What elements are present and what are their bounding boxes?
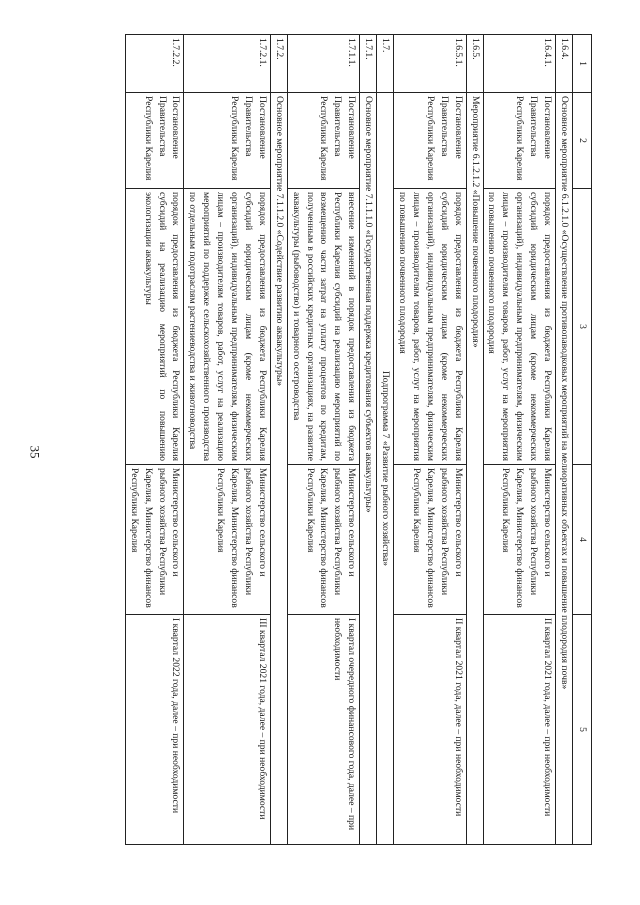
description-cell: внесение изменений в порядок предоставления из бюджета Республики Карелия субсидий на реализацию мероприятий по возмещению части затрат на уплату процентов по кредитам, полученным в российских кредитных организациях, на развитие аквакультуры (рыбоводство) и товарного осетроводства	[287, 189, 360, 465]
description-cell: порядок предоставления из бюджета Республики Карелия субсидий на реализацию мероприятий по повышению экологизации аквакультуры	[125, 189, 184, 465]
deadline-cell: II квартал 2021 года, далее – при необходимости	[483, 615, 556, 845]
deadline-cell: III квартал 2021 года, далее – при необходимости	[184, 615, 270, 845]
responsible-cell: Министерство сельского и рыбного хозяйства Республики Карелия, Министерство финансов Республики Карелия	[184, 465, 270, 615]
row-number: 1.7.1.	[360, 35, 377, 93]
row-number: 1.7.2.	[270, 35, 287, 93]
table-row	[125, 35, 184, 845]
row-number: 1.7.1.1.	[287, 35, 360, 93]
description-cell: порядок предоставления из бюджета Республики Карелия субсидий юридическим лицам (кроме некоммерческих организаций), индивидуальным предпринимателям, физическим лицам – производителям товаров, работ, услуг на мероприятия по повышению почвенного плодородия	[483, 189, 556, 465]
document-type-cell: Постановление Правительства Республики Карелия	[125, 93, 184, 189]
row-number: 1.6.5.1.	[394, 35, 467, 93]
measures-table	[125, 34, 592, 845]
table-body	[125, 35, 572, 845]
table-row	[466, 35, 483, 845]
header-row	[573, 35, 592, 845]
document-type-cell: Постановление Правительства Республики Карелия	[483, 93, 556, 189]
table-row	[360, 35, 377, 845]
row-number: 1.7.2.2.	[125, 35, 184, 93]
responsible-cell: Министерство сельского и рыбного хозяйства Республики Карелия, Министерство финансов Республики Карелия	[125, 465, 184, 615]
measure-heading: Основное мероприятие 7.1.1.2.0 «Содействие развитию аквакультуры»	[270, 93, 287, 845]
document-type-cell: Постановление Правительства Республики Карелия	[287, 93, 360, 189]
measure-heading: Основное мероприятие 6.1.2.1.0 «Осуществление противопаводковых мероприятий на мелиоративных объектах и повышение плодородия почв»	[556, 93, 573, 845]
header-cell: 3	[573, 189, 592, 465]
responsible-cell: Министерство сельского и рыбного хозяйства Республики Карелия, Министерство финансов Республики Карелия	[483, 465, 556, 615]
table-row	[483, 35, 556, 845]
table-row	[184, 35, 270, 845]
document-type-cell: Постановление Правительства Республики Карелия	[394, 93, 467, 189]
table-row	[556, 35, 573, 845]
row-number: 1.6.5.	[466, 35, 483, 93]
responsible-cell: Министерство сельского и рыбного хозяйства Республики Карелия, Министерство финансов Республики Карелия	[287, 465, 360, 615]
measure-heading: Мероприятие 6.1.2.1.2 «Повышение почвенного плодородия»	[466, 93, 483, 845]
deadline-cell: I квартал очередного финансового года, далее – при необходимости	[287, 615, 360, 845]
table-row	[287, 35, 360, 845]
row-number: 1.7.2.1.	[184, 35, 270, 93]
header-cell: 2	[573, 93, 592, 189]
header-cell: 1	[573, 35, 592, 93]
table-row	[270, 35, 287, 845]
row-number: 1.6.4.	[556, 35, 573, 93]
description-cell: порядок предоставления из бюджета Республики Карелия субсидий юридическим лицам (кроме некоммерческих организаций), индивидуальным предпринимателям, физическим лицам – производителям товаров, работ, услуг на реализацию мероприятий по поддержке сельскохозяйственного производства по отдельным подотраслям растениеводства и животноводства	[184, 189, 270, 465]
page-number: 35	[27, 445, 43, 459]
deadline-cell: II квартал 2021 года, далее – при необходимости	[394, 615, 467, 845]
header-cell: 5	[573, 615, 592, 845]
subprogram-heading: Подпрограмма 7 «Развитие рыбного хозяйства»	[377, 93, 394, 845]
document-type-cell: Постановление Правительства Республики Карелия	[184, 93, 270, 189]
header-cell: 4	[573, 465, 592, 615]
row-number: 1.7.	[377, 35, 394, 93]
rotated-table-container	[87, 34, 592, 844]
measure-heading: Основное мероприятие 7.1.1.1.0 «Государственная поддержка кредитования субъектов аквакультуры»	[360, 93, 377, 845]
table-row	[377, 35, 394, 845]
description-cell: порядок предоставления из бюджета Республики Карелия субсидий юридическим лицам (кроме некоммерческих организаций), индивидуальным предпринимателям, физическим лицам – производителям товаров, работ, услуг на мероприятия по повышению почвенного плодородия	[394, 189, 467, 465]
responsible-cell: Министерство сельского и рыбного хозяйства Республики Карелия, Министерство финансов Республики Карелия	[394, 465, 467, 615]
table-row	[394, 35, 467, 845]
deadline-cell: I квартал 2022 года, далее – при необходимости	[125, 615, 184, 845]
row-number: 1.6.4.1.	[483, 35, 556, 93]
